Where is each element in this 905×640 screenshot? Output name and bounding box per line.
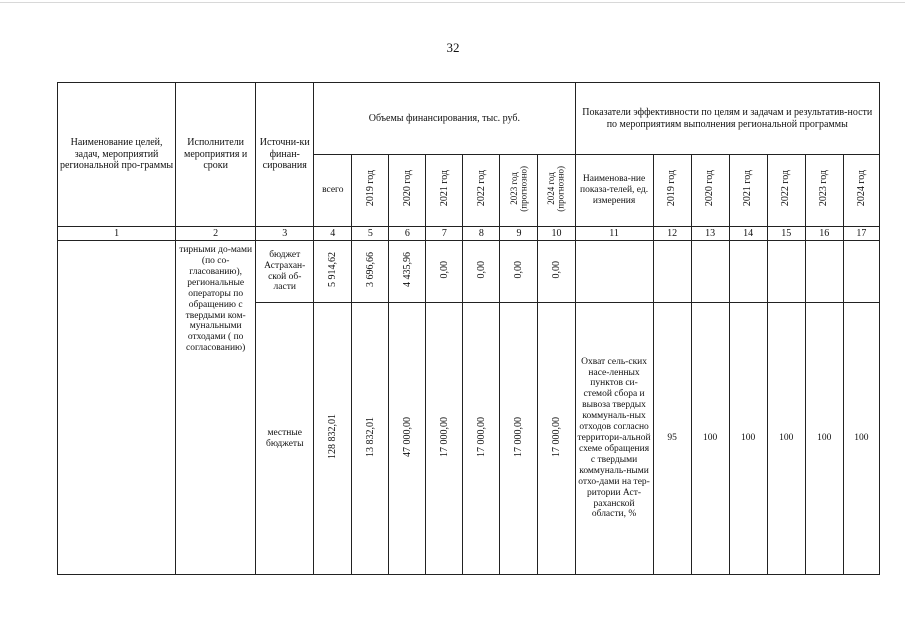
ind-empty — [691, 241, 729, 303]
y2023-value: 17 000,00 — [513, 416, 525, 457]
y2020-cell — [389, 241, 426, 303]
y2023-value: 0,00 — [513, 260, 525, 279]
col-num: 3 — [256, 227, 314, 241]
total-value: 128 832,01 — [327, 414, 339, 460]
y2020-value: 47 000,00 — [401, 416, 413, 457]
header-executors: Исполнители мероприятия и сроки — [176, 83, 256, 227]
header-ind-2023-label: 2023 год — [818, 170, 830, 207]
header-funding-sources: Источни-ки финан-сирования — [256, 83, 314, 227]
y2024-cell — [538, 241, 575, 303]
table-row — [58, 241, 880, 303]
ind-2022-value: 100 — [767, 303, 805, 575]
col-num: 8 — [463, 227, 500, 241]
header-2021 — [426, 155, 463, 227]
executors-cell: тирными до-мами (по со-гласованию), региональные операторы по обращению с твердыми ком-мунальными отходами ( по согласованию) — [176, 241, 256, 575]
col-num: 5 — [352, 227, 389, 241]
header-financing-volume: Объемы финансирования, тыс. руб. — [314, 83, 575, 155]
header-ind-2024-label: 2024 год — [855, 170, 867, 207]
y2021-cell — [426, 303, 463, 575]
header-goal-name: Наименование целей, задач, мероприятий региональной про-граммы — [58, 83, 176, 227]
col-num: 11 — [575, 227, 653, 241]
header-ind-2021 — [729, 155, 767, 227]
ind-2021-value: 100 — [729, 303, 767, 575]
col-num: 13 — [691, 227, 729, 241]
source-regional-budget: бюджет Астрахан-ской об-ласти — [256, 241, 314, 303]
col-num: 10 — [538, 227, 575, 241]
header-2023-label: 2023 год (прогнозно) — [508, 165, 528, 212]
y2020-value: 4 435,96 — [401, 252, 413, 288]
header-ind-2021-label: 2021 год — [742, 170, 754, 207]
y2022-cell — [463, 303, 500, 575]
col-num: 14 — [729, 227, 767, 241]
y2019-cell — [352, 241, 389, 303]
col-num: 16 — [805, 227, 843, 241]
header-2020-label: 2020 год — [401, 170, 413, 207]
indicator-name-cell: Охват сель-ских насе-ленных пунктов си-стемой сбора и вывоза твердых коммуналь-ных отходов согласно территори-альной схеме обращения с твердыми коммуналь-ными отхо-дами на тер-ритории Аст-раханской области, % — [575, 303, 653, 575]
ind-2023-value: 100 — [805, 303, 843, 575]
col-num: 15 — [767, 227, 805, 241]
indicator-empty — [575, 241, 653, 303]
header-2019-label: 2019 год — [364, 170, 376, 207]
col-num: 4 — [314, 227, 352, 241]
y2019-value: 13 832,01 — [364, 416, 376, 457]
y2023-cell — [500, 241, 538, 303]
header-ind-2020 — [691, 155, 729, 227]
y2023-cell — [500, 303, 538, 575]
y2021-value: 0,00 — [438, 260, 450, 279]
header-ind-2020-label: 2020 год — [704, 170, 716, 207]
header-ind-2022 — [767, 155, 805, 227]
header-ind-2023 — [805, 155, 843, 227]
header-2020 — [389, 155, 426, 227]
ind-empty — [653, 241, 691, 303]
col-num: 9 — [500, 227, 538, 241]
ind-empty — [843, 241, 879, 303]
header-ind-2019 — [653, 155, 691, 227]
col-num: 1 — [58, 227, 176, 241]
ind-2024-value: 100 — [843, 303, 879, 575]
header-ind-2022-label: 2022 год — [780, 170, 792, 207]
y2020-cell — [389, 303, 426, 575]
col-num: 6 — [389, 227, 426, 241]
total-cell — [314, 303, 352, 575]
col-num: 12 — [653, 227, 691, 241]
header-2023 — [500, 155, 538, 227]
header-2024 — [538, 155, 575, 227]
ind-empty — [805, 241, 843, 303]
page-number: 32 — [446, 40, 460, 55]
y2022-value: 0,00 — [475, 260, 487, 279]
ind-empty — [767, 241, 805, 303]
col-num: 2 — [176, 227, 256, 241]
y2024-value: 0,00 — [550, 260, 562, 279]
y2019-cell — [352, 303, 389, 575]
goal-name-cell — [58, 241, 176, 575]
ind-2020-value: 100 — [691, 303, 729, 575]
header-2024-label: 2024 год (прогнозно) — [546, 165, 566, 212]
header-2019 — [352, 155, 389, 227]
source-local-budgets: местные бюджеты — [256, 303, 314, 575]
financing-table — [57, 82, 880, 575]
total-value: 5 914,62 — [327, 252, 339, 288]
y2021-cell — [426, 241, 463, 303]
header-indicator-name: Наименова-ние показа-телей, ед. измерения — [575, 155, 653, 227]
header-2021-label: 2021 год — [438, 170, 450, 207]
ind-empty — [729, 241, 767, 303]
header-efficiency-indicators: Показатели эффективности по целям и задачам и результатив-ности по мероприятиям выполнения региональной программы — [575, 83, 879, 155]
col-num: 17 — [843, 227, 879, 241]
header-ind-2024 — [843, 155, 879, 227]
y2019-value: 3 696,66 — [364, 252, 376, 288]
y2024-value: 17 000,00 — [550, 416, 562, 457]
header-2022-label: 2022 год — [475, 170, 487, 207]
y2022-cell — [463, 241, 500, 303]
top-scan-line — [0, 2, 905, 3]
col-num: 7 — [426, 227, 463, 241]
column-number-row — [58, 227, 880, 241]
y2021-value: 17 000,00 — [438, 416, 450, 457]
y2024-cell — [538, 303, 575, 575]
header-total: всего — [314, 155, 352, 227]
header-ind-2019-label: 2019 год — [666, 170, 678, 207]
total-cell — [314, 241, 352, 303]
y2022-value: 17 000,00 — [475, 416, 487, 457]
header-2022 — [463, 155, 500, 227]
ind-2019-value: 95 — [653, 303, 691, 575]
